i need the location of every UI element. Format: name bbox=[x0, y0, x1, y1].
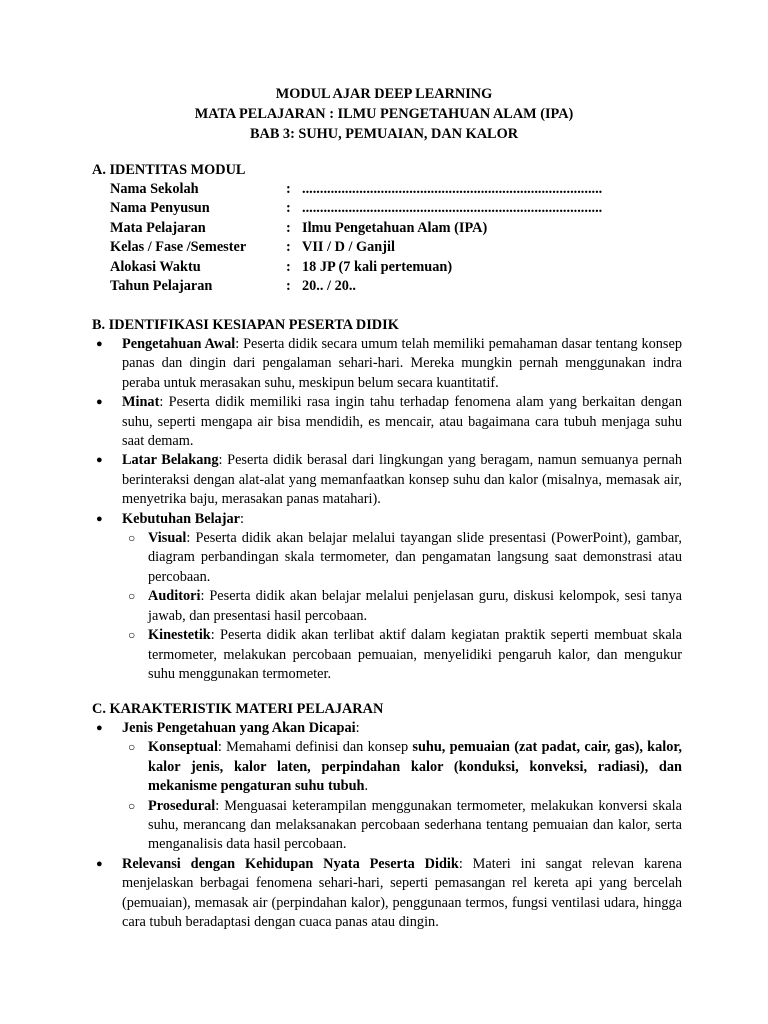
title-line-2: MATA PELAJARAN : ILMU PENGETAHUAN ALAM (IPA) bbox=[194, 106, 574, 122]
section-karakteristik-materi bbox=[92, 699, 682, 932]
item-term: Jenis Pengetahuan yang Akan Dicapai bbox=[122, 720, 356, 736]
list-item bbox=[92, 719, 682, 855]
list-item bbox=[92, 393, 682, 451]
learning-needs-list bbox=[122, 529, 682, 684]
item-term: Minat bbox=[122, 394, 160, 411]
identity-colon: : bbox=[286, 219, 291, 236]
identity-label: Nama Sekolah bbox=[110, 181, 199, 197]
list-item bbox=[92, 510, 682, 685]
list-item bbox=[92, 335, 682, 393]
item-text: : Peserta didik secara umum telah memiliki pemahaman dasar tentang konsep panas dan dingin dari pengalaman sehari-hari. Mereka mungkin pernah menggunakan indra peraba untuk merasakan suhu, meskipun belum secara kuantitatif. bbox=[122, 336, 682, 391]
item-term: Visual bbox=[148, 530, 187, 547]
item-text: : bbox=[355, 720, 360, 736]
identity-colon: : bbox=[286, 200, 291, 217]
identity-value: .................................................................................... bbox=[302, 200, 603, 217]
section-identitas-modul bbox=[92, 160, 682, 296]
identity-colon: : bbox=[286, 277, 291, 294]
identity-value: VII / D / Ganjil bbox=[302, 239, 395, 256]
item-term: Prosedural bbox=[148, 797, 216, 814]
identity-label: Tahun Pelajaran bbox=[110, 277, 213, 294]
item-term: Pengetahuan Awal bbox=[122, 336, 236, 352]
identity-value: Ilmu Pengetahuan Alam (IPA) bbox=[302, 219, 488, 236]
sub-list-item bbox=[122, 529, 682, 587]
item-term: Latar Belakang bbox=[122, 452, 219, 469]
identity-row bbox=[92, 277, 682, 296]
item-text-end: . bbox=[364, 778, 369, 795]
identity-row bbox=[92, 199, 682, 218]
identity-label: Kelas / Fase /Semester bbox=[110, 239, 247, 256]
readiness-list bbox=[92, 335, 682, 684]
item-text: : bbox=[239, 510, 244, 527]
item-text: : Peserta didik akan belajar melalui penjelasan guru, diskusi kelompok, sesi tanya jawab, dan presentasi hasil percobaan. bbox=[148, 588, 682, 624]
identity-label: Alokasi Waktu bbox=[110, 258, 201, 275]
item-term: Kinestetik bbox=[148, 627, 211, 644]
section-a-heading: A. IDENTITAS MODUL bbox=[92, 162, 246, 178]
sub-list-item bbox=[122, 626, 682, 684]
item-emphasis: suhu, pemuaian (zat padat, cair, gas), kalor, kalor jenis, kalor laten, perpindahan kalor (konduksi, konveksi, radiasi), dan mekanisme pengaturan suhu tubuh bbox=[148, 739, 682, 795]
list-item bbox=[92, 855, 682, 933]
identity-value: 20.. / 20.. bbox=[302, 277, 357, 294]
item-term: Kebutuhan Belajar bbox=[122, 510, 240, 527]
identity-row bbox=[92, 258, 682, 277]
item-text: : Materi ini sangat relevan karena menjelaskan berbagai fenomena sehari-hari, seperti pemasangan rel kereta api yang bercelah (pemuaian), memasak air (perpindahan kalor), penggunaan termos, fungsi ventilasi udara, hingga cara tubuh beradaptasi dengan cuaca panas atau dingin. bbox=[122, 855, 682, 931]
identity-colon: : bbox=[286, 239, 291, 256]
sub-list-item bbox=[122, 587, 682, 626]
item-term: Konseptual bbox=[148, 739, 218, 756]
section-c-heading: C. KARAKTERISTIK MATERI PELAJARAN bbox=[92, 701, 384, 717]
title-line-3: BAB 3: SUHU, PEMUAIAN, DAN KALOR bbox=[249, 126, 519, 142]
materi-list bbox=[92, 719, 682, 932]
title-line-1: MODUL AJAR DEEP LEARNING bbox=[275, 86, 493, 102]
item-text: : Menguasai keterampilan menggunakan termometer, melakukan konversi skala suhu, merancang dan melaksanakan percobaan sederhana tentang pemuaian dan kalor, serta menganalisis data hasil percobaan. bbox=[148, 797, 682, 853]
identity-colon: : bbox=[286, 181, 291, 197]
identity-value: 18 JP (7 kali pertemuan) bbox=[302, 258, 453, 275]
list-item bbox=[92, 451, 682, 509]
sub-list-item bbox=[122, 738, 682, 796]
identity-label: Nama Penyusun bbox=[110, 200, 210, 217]
item-text: : Peserta didik berasal dari lingkungan yang beragam, namun semuanya pernah berinteraksi dengan alat-alat yang memanfaatkan konsep suhu dan kalor (misalnya, memasak air, menyetrika baju, merasakan panas matahari). bbox=[122, 452, 682, 508]
item-text: : Peserta didik akan belajar melalui tayangan slide presentasi (PowerPoint), gambar, diagram perbandingan skala termometer, dan pengamatan langsung saat demonstrasi atau percobaan. bbox=[148, 530, 682, 585]
item-term: Auditori bbox=[148, 588, 201, 605]
identity-colon: : bbox=[286, 258, 291, 275]
identity-row bbox=[92, 180, 682, 199]
identity-value: .................................................................................... bbox=[302, 181, 603, 197]
identity-row bbox=[92, 238, 682, 257]
identity-label: Mata Pelajaran bbox=[110, 219, 206, 236]
section-identifikasi-kesiapan bbox=[92, 315, 682, 684]
item-text: : Memahami definisi dan konsep bbox=[217, 739, 413, 756]
section-b-heading: B. IDENTIFIKASI KESIAPAN PESERTA DIDIK bbox=[92, 317, 399, 333]
item-text: : Peserta didik memiliki rasa ingin tahu terhadap fenomena alam yang berkaitan dengan suhu, seperti mengapa air bisa mendidih, es mencair, atau bagaimana cara tubuh menjaga suhu saat demam. bbox=[122, 394, 682, 450]
knowledge-type-list bbox=[122, 738, 682, 854]
identity-row bbox=[92, 219, 682, 238]
item-text: : Peserta didik akan terlibat aktif dalam kegiatan praktik seperti membuat skala termometer, melakukan percobaan pemuaian, menyelidiki pengaruh kalor, dan mengukur suhu menggunakan termometer. bbox=[148, 627, 682, 682]
item-term: Relevansi dengan Kehidupan Nyata Peserta Didik bbox=[122, 855, 459, 872]
document-title bbox=[0, 84, 768, 144]
sub-list-item bbox=[122, 797, 682, 855]
